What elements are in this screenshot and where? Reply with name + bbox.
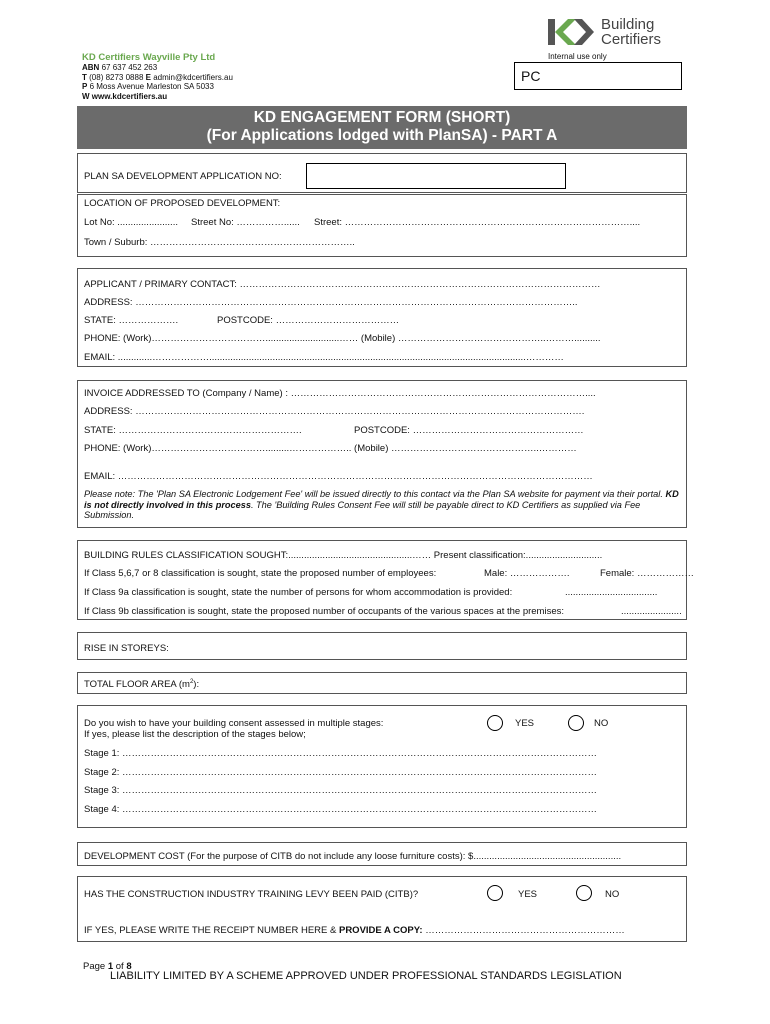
stage-1-field[interactable]: Stage 1: …………………………………………………………………………………………………………………………………… — [84, 748, 598, 759]
postal-address: 6 Moss Avenue Marleston SA 5033 — [89, 82, 214, 92]
company-name: KD Certifiers Wayville Pty Ltd — [82, 52, 216, 63]
section-stages — [77, 705, 687, 828]
stages-no-radio[interactable] — [568, 715, 584, 731]
section-classification — [77, 540, 694, 620]
class9a-field[interactable]: ................................... — [565, 587, 658, 598]
applicant-postcode-field[interactable]: POSTCODE: ………………………………… — [217, 315, 400, 326]
citb-question: HAS THE CONSTRUCTION INDUSTRY TRAINING LEVY BEEN PAID (CITB)? — [84, 889, 419, 900]
invoice-phone-field[interactable]: PHONE: (Work)……………………………….........……………….. (Mobile) ………………………………………..………… — [84, 443, 577, 454]
female-field[interactable]: Female: ……………… — [600, 568, 694, 579]
stages-yes-label: YES — [515, 718, 535, 729]
stages-question: Do you wish to have your building consent assessed in multiple stages: — [84, 718, 384, 729]
section-application-no — [77, 153, 687, 193]
applicant-address-field[interactable]: ADDRESS: ………………………………………………………………………………………………………………………….. — [84, 297, 578, 308]
applicant-state-field[interactable]: STATE: ………………. — [84, 315, 179, 326]
form-title — [77, 106, 687, 149]
invoice-to-field[interactable]: INVOICE ADDRESSED TO (Company / Name) : ………………………………………………………………………………….... — [84, 388, 596, 399]
logo-text — [601, 17, 661, 47]
internal-use-box[interactable] — [514, 62, 682, 90]
class9b-field[interactable]: ....................... — [621, 606, 682, 617]
stage-3-field[interactable]: Stage 3: …………………………………………………………………………………………………………………………………… — [84, 785, 598, 796]
liability-statement: LIABILITY LIMITED BY A SCHEME APPROVED UNDER PROFESSIONAL STANDARDS LEGISLATION — [110, 970, 622, 982]
section-development-cost — [77, 842, 687, 866]
citb-no-label: NO — [605, 889, 620, 900]
company-contact: ABN 67 637 452 263 T (08) 8273 0888 E admin@kdcertifiers.au P 6 Moss Avenue Marleston SA 5033 W www.kdcertifiers.au — [82, 63, 233, 101]
class9a-label: If Class 9a classification is sought, state the number of persons for whom accommodation is provided: — [84, 587, 513, 598]
floor-area-field[interactable]: TOTAL FLOOR AREA $(m^2)$: — [84, 679, 200, 691]
title-line-1: KD ENGAGEMENT FORM (SHORT) — [253, 109, 511, 126]
citb-no-radio[interactable] — [576, 885, 592, 901]
citb-yes-radio[interactable] — [487, 885, 503, 901]
citb-receipt-field[interactable]: IF YES, PLEASE WRITE THE RECEIPT NUMBER HERE & PROVIDE A COPY: ……………………………………………………… — [84, 925, 625, 936]
section-applicant — [77, 268, 687, 367]
logo-line-2: Certifiers — [601, 31, 662, 48]
application-no-label: PLAN SA DEVELOPMENT APPLICATION NO: — [84, 171, 282, 182]
internal-use-value: PC — [521, 68, 541, 84]
applicant-field[interactable]: APPLICANT / PRIMARY CONTACT: …………………………………………………………………………………………………… — [84, 279, 601, 290]
abn: 67 637 452 263 — [101, 63, 158, 72]
stages-no-label: NO — [594, 718, 609, 729]
invoice-state-field[interactable]: STATE: …………………………………………………. — [84, 425, 302, 436]
stage-4-field[interactable]: Stage 4: …………………………………………………………………………………………………………………………………… — [84, 804, 598, 815]
lot-no-field[interactable]: Lot No: ....................... — [84, 217, 178, 228]
male-field[interactable]: Male: ………………. — [484, 568, 570, 579]
street-field[interactable]: Street: ……………………………………………………………………………….... — [314, 217, 641, 228]
invoice-address-field[interactable]: ADDRESS: ……………………………………………………………………………………………………………………………. — [84, 406, 585, 417]
development-cost-field[interactable]: DEVELOPMENT COST (For the purpose of CITB do not include any loose furniture costs): $........................................................ — [84, 851, 622, 862]
class5-label: If Class 5,6,7 or 8 classification is sought, state the proposed number of employees: — [84, 568, 437, 579]
street-no-field[interactable]: Street No: ……………...... — [191, 217, 300, 228]
application-no-field[interactable] — [306, 163, 566, 189]
invoice-email-field[interactable]: EMAIL: …………………………………………………………………………………………………………………………………… — [84, 471, 593, 482]
section-invoice — [77, 380, 687, 528]
section-citb — [77, 876, 687, 942]
invoice-postcode-field[interactable]: POSTCODE: ……………………………………………… — [354, 425, 584, 436]
section-location — [77, 194, 687, 257]
page-number: Page 1 of 8 — [83, 961, 132, 972]
rise-in-storeys-field[interactable]: RISE IN STOREYS: — [84, 643, 169, 654]
email: admin@kdcertifiers.au — [153, 72, 233, 82]
citb-yes-label: YES — [518, 889, 538, 900]
town-suburb-field[interactable]: Town / Suburb: ……………………………………………………….. — [84, 237, 355, 248]
title-line-2: (For Applications lodged with PlanSA) - PART A — [206, 127, 558, 144]
stage-2-field[interactable]: Stage 2: …………………………………………………………………………………………………………………………………… — [84, 767, 598, 778]
section-floor-area — [77, 672, 687, 694]
stages-yes-radio[interactable] — [487, 715, 503, 731]
kd-logo-icon — [548, 17, 594, 47]
class9b-label: If Class 9b classification is sought, state the proposed number of occupants of the various spaces at the premises: — [84, 606, 565, 617]
section-rise — [77, 632, 687, 660]
website: www.kdcertifiers.au — [91, 91, 168, 101]
phone: (08) 8273 0888 — [89, 72, 144, 82]
location-heading: LOCATION OF PROPOSED DEVELOPMENT: — [84, 198, 281, 209]
classification-field[interactable]: BUILDING RULES CLASSIFICATION SOUGHT:...............................................…… Present classification:............................. — [84, 550, 603, 561]
applicant-email-field[interactable]: EMAIL: .............………………........................................................................................................................………… — [84, 352, 564, 363]
internal-use-label: Internal use only — [548, 52, 607, 61]
invoice-note: Please note: The 'Plan SA Electronic Lodgement Fee' will be issued directly to this contact via the Plan SA website for payment via their portal. KD is not directly involved in this process. The 'Building Rules Consent Fee will still be payable direct to KD Certifiers as supplied via Fee Submission. — [84, 489, 679, 520]
applicant-phone-field[interactable]: PHONE: (Work)………………………………............................…… (Mobile) ………………………………………..……….......... — [84, 333, 601, 344]
logo-line-1: Building — [601, 16, 655, 33]
stages-instruction: If yes, please list the description of the stages below; — [84, 729, 306, 740]
